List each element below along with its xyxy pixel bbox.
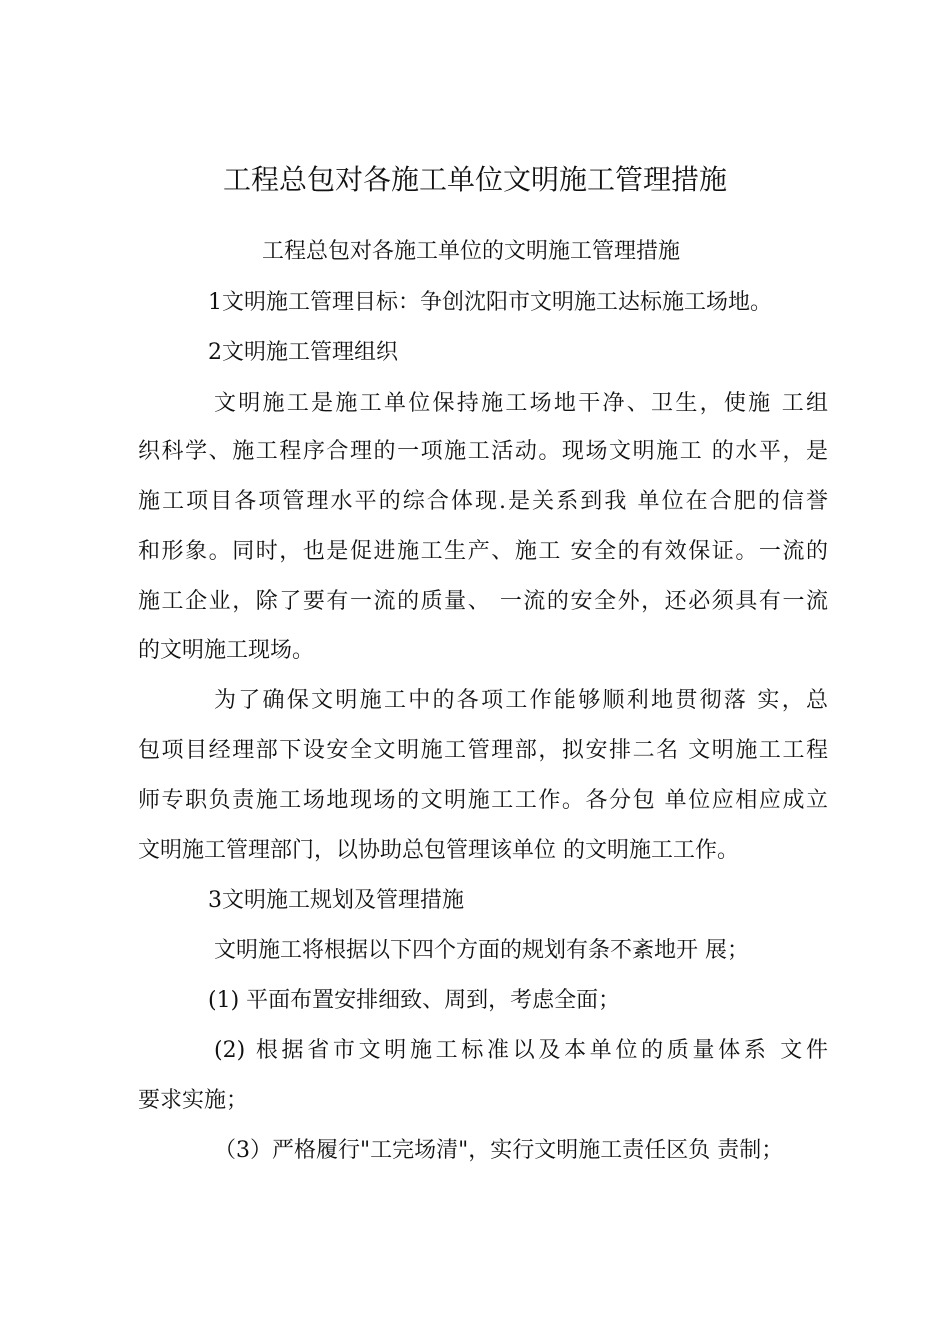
- paragraph-line: 文明施工管理部门，以协助总包管理该单位 的文明施工工作。: [138, 838, 739, 863]
- paragraph-line: 织科学、施工程序合理的一项施工活动。现场文明施工 的水平，是: [138, 439, 828, 464]
- document-title: 工程总包对各施工单位文明施工管理措施: [222, 163, 727, 196]
- paragraph-line: 和形象。同时，也是促进施工生产、施工 安全的有效保证。一流的: [138, 539, 828, 564]
- document-subtitle: 工程总包对各施工单位的文明施工管理措施: [262, 239, 681, 264]
- paragraph-line: 包项目经理部下设安全文明施工管理部，拟安排二名 文明施工工程: [138, 738, 828, 763]
- paragraph-line: 施工企业，除了要有一流的质量、 一流的安全外，还必须具有一流: [138, 589, 828, 614]
- section-heading: 3文明施工规划及管理措施: [208, 888, 464, 913]
- list-item: (2) 根据省市文明施工标准以及本单位的质量体系 文件: [214, 1038, 828, 1063]
- list-item: （3）严格履行"工完场清"，实行文明施工责任区负 责制；: [214, 1138, 784, 1163]
- paragraph-line: 师专职负责施工场地现场的文明施工工作。各分包 单位应相应成立: [138, 788, 828, 813]
- paragraph-line: 文明施工将根据以下四个方面的规划有条不紊地开 展；: [214, 938, 749, 963]
- list-item: (1) 平面布置安排细致、周到，考虑全面；: [208, 988, 621, 1013]
- paragraph-line: 施工项目各项管理水平的综合体现.是关系到我 单位在合肥的信誉: [138, 489, 828, 514]
- paragraph-line: 为了确保文明施工中的各项工作能够顺利地贯彻落 实，总: [214, 688, 828, 713]
- paragraph-line: 的文明施工现场。: [138, 638, 315, 663]
- paragraph-line: 要求实施；: [138, 1088, 249, 1113]
- section-heading: 2文明施工管理组织: [208, 340, 398, 365]
- paragraph-line: 文明施工是施工单位保持施工场地干净、卫生，使施 工组: [214, 391, 828, 416]
- paragraph-line: 1文明施工管理目标：争创沈阳市文明施工达标施工场地。: [208, 290, 772, 315]
